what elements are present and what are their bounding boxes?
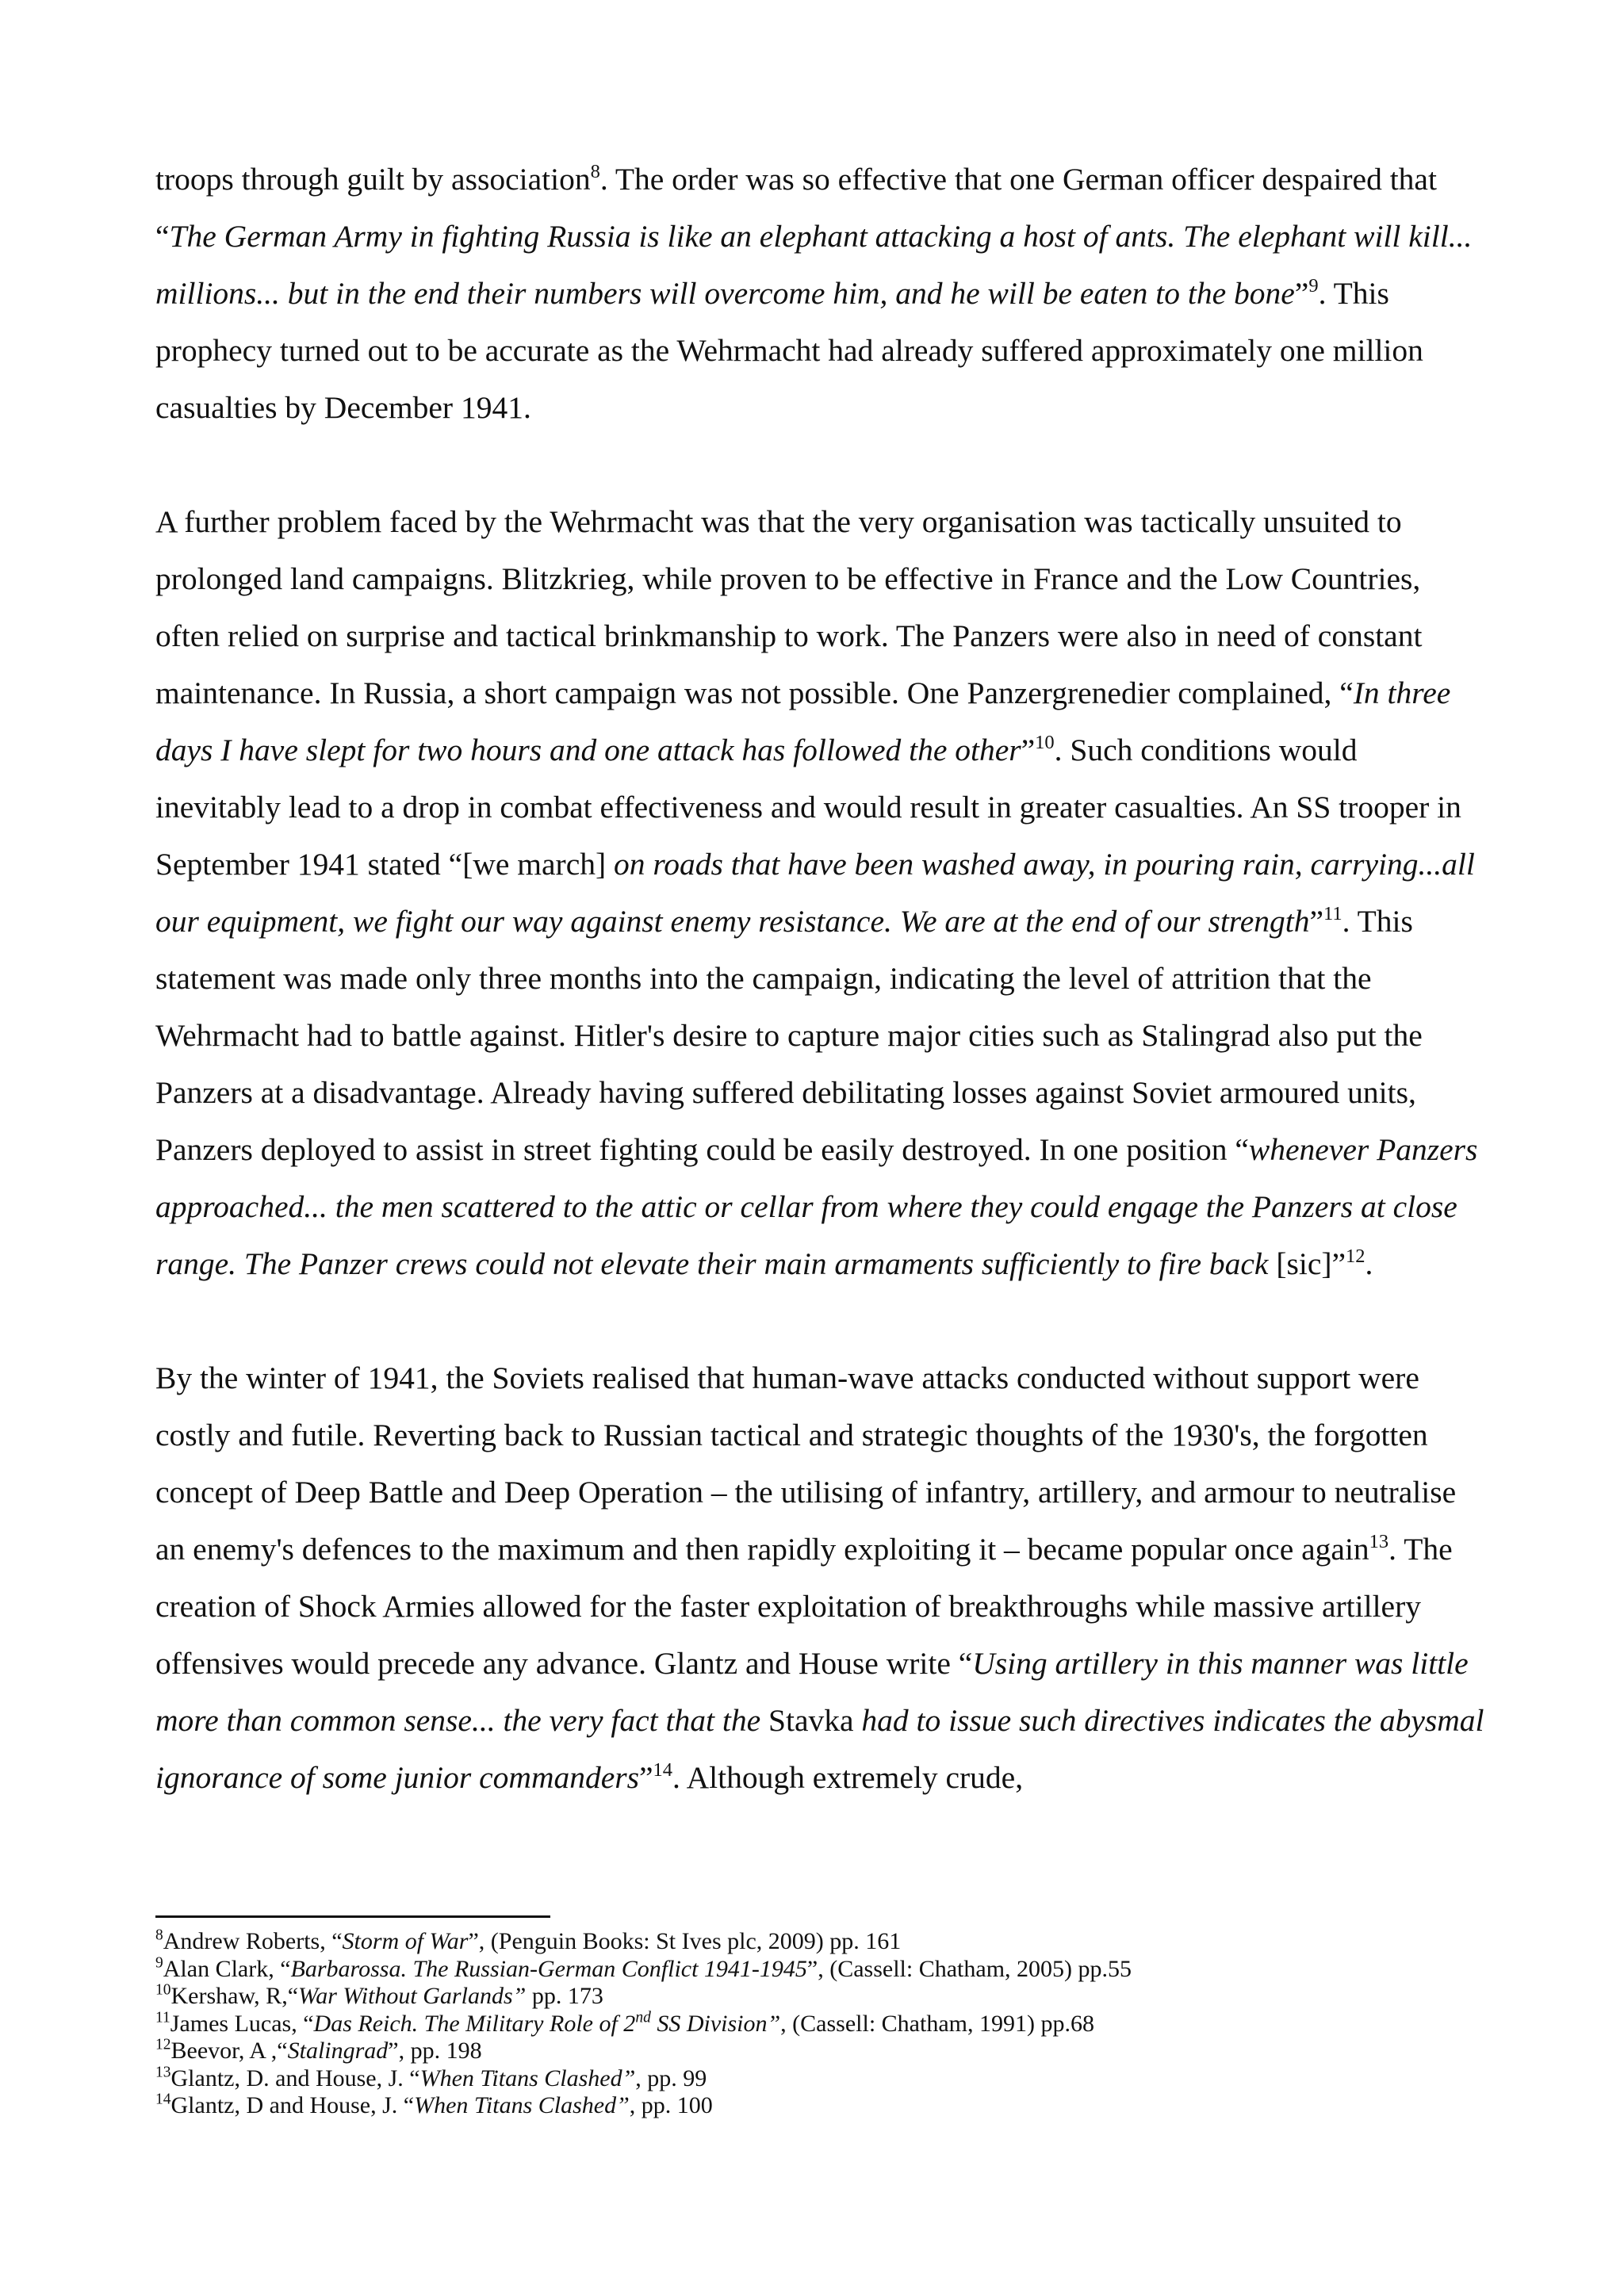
- footnote-marker: 13: [155, 2063, 171, 2080]
- text-run: A further problem faced by the Wehrmacht was that the very organisation was tactically unsuited to prolonged land campaigns. Blitzkrieg, while proven to be effective in France and the Low Countries, often relied on surprise and tactical brinkmanship to work. The Panzers were also in need of constant maintenance. In Russia, a short campaign was not possible. One Panzergrenedier complained, “: [155, 504, 1423, 710]
- footnote-marker: 11: [1323, 902, 1342, 924]
- text-run: By the winter of 1941, the Soviets realised that human-wave attacks conducted without support were costly and futile. Reverting back to Russian tactical and strategic thoughts of the 1930's, the forgotten concept of Deep Battle and Deep Operation – the utilising of infantry, artillery, and armour to neutralise an enemy's defences to the maximum and then rapidly exploiting it – became popular once again: [155, 1360, 1457, 1567]
- text-run: ”: [1309, 904, 1324, 939]
- italic-run: When Titans Clashed”: [419, 2064, 636, 2091]
- paragraph: [155, 493, 1488, 1292]
- text-run: ”: [639, 1760, 653, 1795]
- italic-run: Using artillery in this manner was little more than common sense... the very fact that the: [155, 1646, 1469, 1738]
- superscript: nd: [635, 2008, 651, 2026]
- italic-run: Das Reich. The Military Role of 2: [313, 2010, 636, 2037]
- text-run: pp. 173: [526, 1983, 603, 2009]
- text-run: Stavka: [768, 1703, 862, 1738]
- text-run: . The order was so effective that one German officer despaired that “: [155, 162, 1437, 254]
- footnote: [155, 2065, 1503, 2093]
- italic-run: When Titans Clashed”: [414, 2092, 630, 2118]
- text-run: Andrew Roberts, “: [163, 1928, 343, 1954]
- text-run: Alan Clark, “: [163, 1955, 291, 1982]
- footnote-marker: 8: [155, 1927, 163, 1944]
- footnote: [155, 2008, 1503, 2038]
- text-run: . Such conditions would inevitably lead to a drop in combat effectiveness and would result in greater casualties. An SS trooper in September 1941 stated “[we march]: [155, 733, 1461, 882]
- text-run: Glantz, D and House, J. “: [170, 2092, 415, 2118]
- footnote-marker: 10: [155, 1981, 171, 1999]
- text-run: .: [1365, 1246, 1373, 1281]
- text-run: , (Cassell: Chatham, 1991) pp.68: [780, 2010, 1094, 2037]
- footnote: [155, 2092, 1503, 2120]
- text-run: , pp. 100: [629, 2092, 713, 2118]
- text-run: troops through guilt by association: [155, 162, 591, 197]
- footnote: [155, 2038, 1503, 2065]
- footnote-marker: 9: [155, 1954, 163, 1971]
- text-run: ”: [1294, 276, 1309, 311]
- italic-run: War Without Garlands”: [298, 1983, 527, 2009]
- body-text: [155, 151, 1488, 1806]
- italic-run: The German Army in fighting Russia is like an elephant attacking a host of ants. The elephant will kill... millions... but in the end their numbers will overcome him, and he will be eaten to the bone: [155, 219, 1473, 311]
- footnote-marker: 9: [1308, 274, 1319, 297]
- footnote: [155, 1928, 1503, 1956]
- text-run: James Lucas, “: [170, 2010, 314, 2037]
- footnote-marker: 10: [1035, 731, 1055, 753]
- footnote-marker: 12: [1346, 1245, 1365, 1267]
- footnotes: [155, 1928, 1503, 2120]
- text-run: ”, (Penguin Books: St Ives plc, 2009) pp. 161: [468, 1928, 902, 1954]
- text-run: Beevor, A ,“: [170, 2038, 288, 2064]
- text-run: . This statement was made only three months into the campaign, indicating the level of attrition that the Wehrmacht had to battle against. Hitler's desire to capture major cities such as Stalingrad also put the Panzers at a disadvantage. Already having suffered debilitating losses against Soviet armoured units, Panzers deployed to assist in street fighting could be easily destroyed. In one position “: [155, 904, 1423, 1167]
- text-run: ”: [1021, 733, 1036, 767]
- text-run: Glantz, D. and House, J. “: [170, 2064, 420, 2091]
- footnote-marker: 11: [155, 2008, 170, 2026]
- italic-run: SS Division”: [650, 2010, 781, 2037]
- text-run: . This prophecy turned out to be accurate as the Wehrmacht had already suffered approximately one million casualties by December 1941.: [155, 276, 1423, 425]
- footnote-marker: 14: [155, 2091, 171, 2108]
- footnote: [155, 1956, 1503, 1984]
- text-run: . Although extremely crude,: [672, 1760, 1024, 1795]
- italic-run: had to issue such directives indicates the abysmal ignorance of some junior commanders: [155, 1703, 1484, 1795]
- text-run: Kershaw, R,“: [170, 1983, 299, 2009]
- footnote-marker: 14: [653, 1758, 673, 1781]
- text-run: ”, pp. 198: [388, 2038, 482, 2064]
- footnote-separator: [155, 1915, 550, 1918]
- paragraph: [155, 151, 1488, 436]
- text-run: [sic]”: [1268, 1246, 1346, 1281]
- italic-run: Barbarossa. The Russian-German Conflict 1941-1945: [290, 1955, 807, 1982]
- italic-run: whenever Panzers approached... the men scattered to the attic or cellar from where they could engage the Panzers at close range. The Panzer crews could not elevate their main armaments sufficiently to fire back: [155, 1132, 1478, 1281]
- text-run: ”, (Cassell: Chatham, 2005) pp.55: [806, 1955, 1132, 1982]
- footnote-marker: 13: [1369, 1530, 1389, 1552]
- footnote-marker: 12: [155, 2036, 171, 2053]
- italic-run: In three days I have slept for two hours and one attack has followed the other: [155, 675, 1451, 767]
- footnote: [155, 1983, 1503, 2011]
- text-run: . The creation of Shock Armies allowed for the faster exploitation of breakthroughs while massive artillery offensives would precede any advance. Glantz and House write “: [155, 1532, 1453, 1681]
- italic-run: Storm of War: [342, 1928, 469, 1954]
- italic-run: Stalingrad: [287, 2038, 389, 2064]
- footnote-marker: 8: [590, 160, 600, 182]
- paragraph: [155, 1349, 1488, 1806]
- italic-run: on roads that have been washed away, in pouring rain, carrying...all our equipment, we fight our way against enemy resistance. We are at the end of our strength: [155, 847, 1475, 939]
- text-run: , pp. 99: [635, 2064, 707, 2091]
